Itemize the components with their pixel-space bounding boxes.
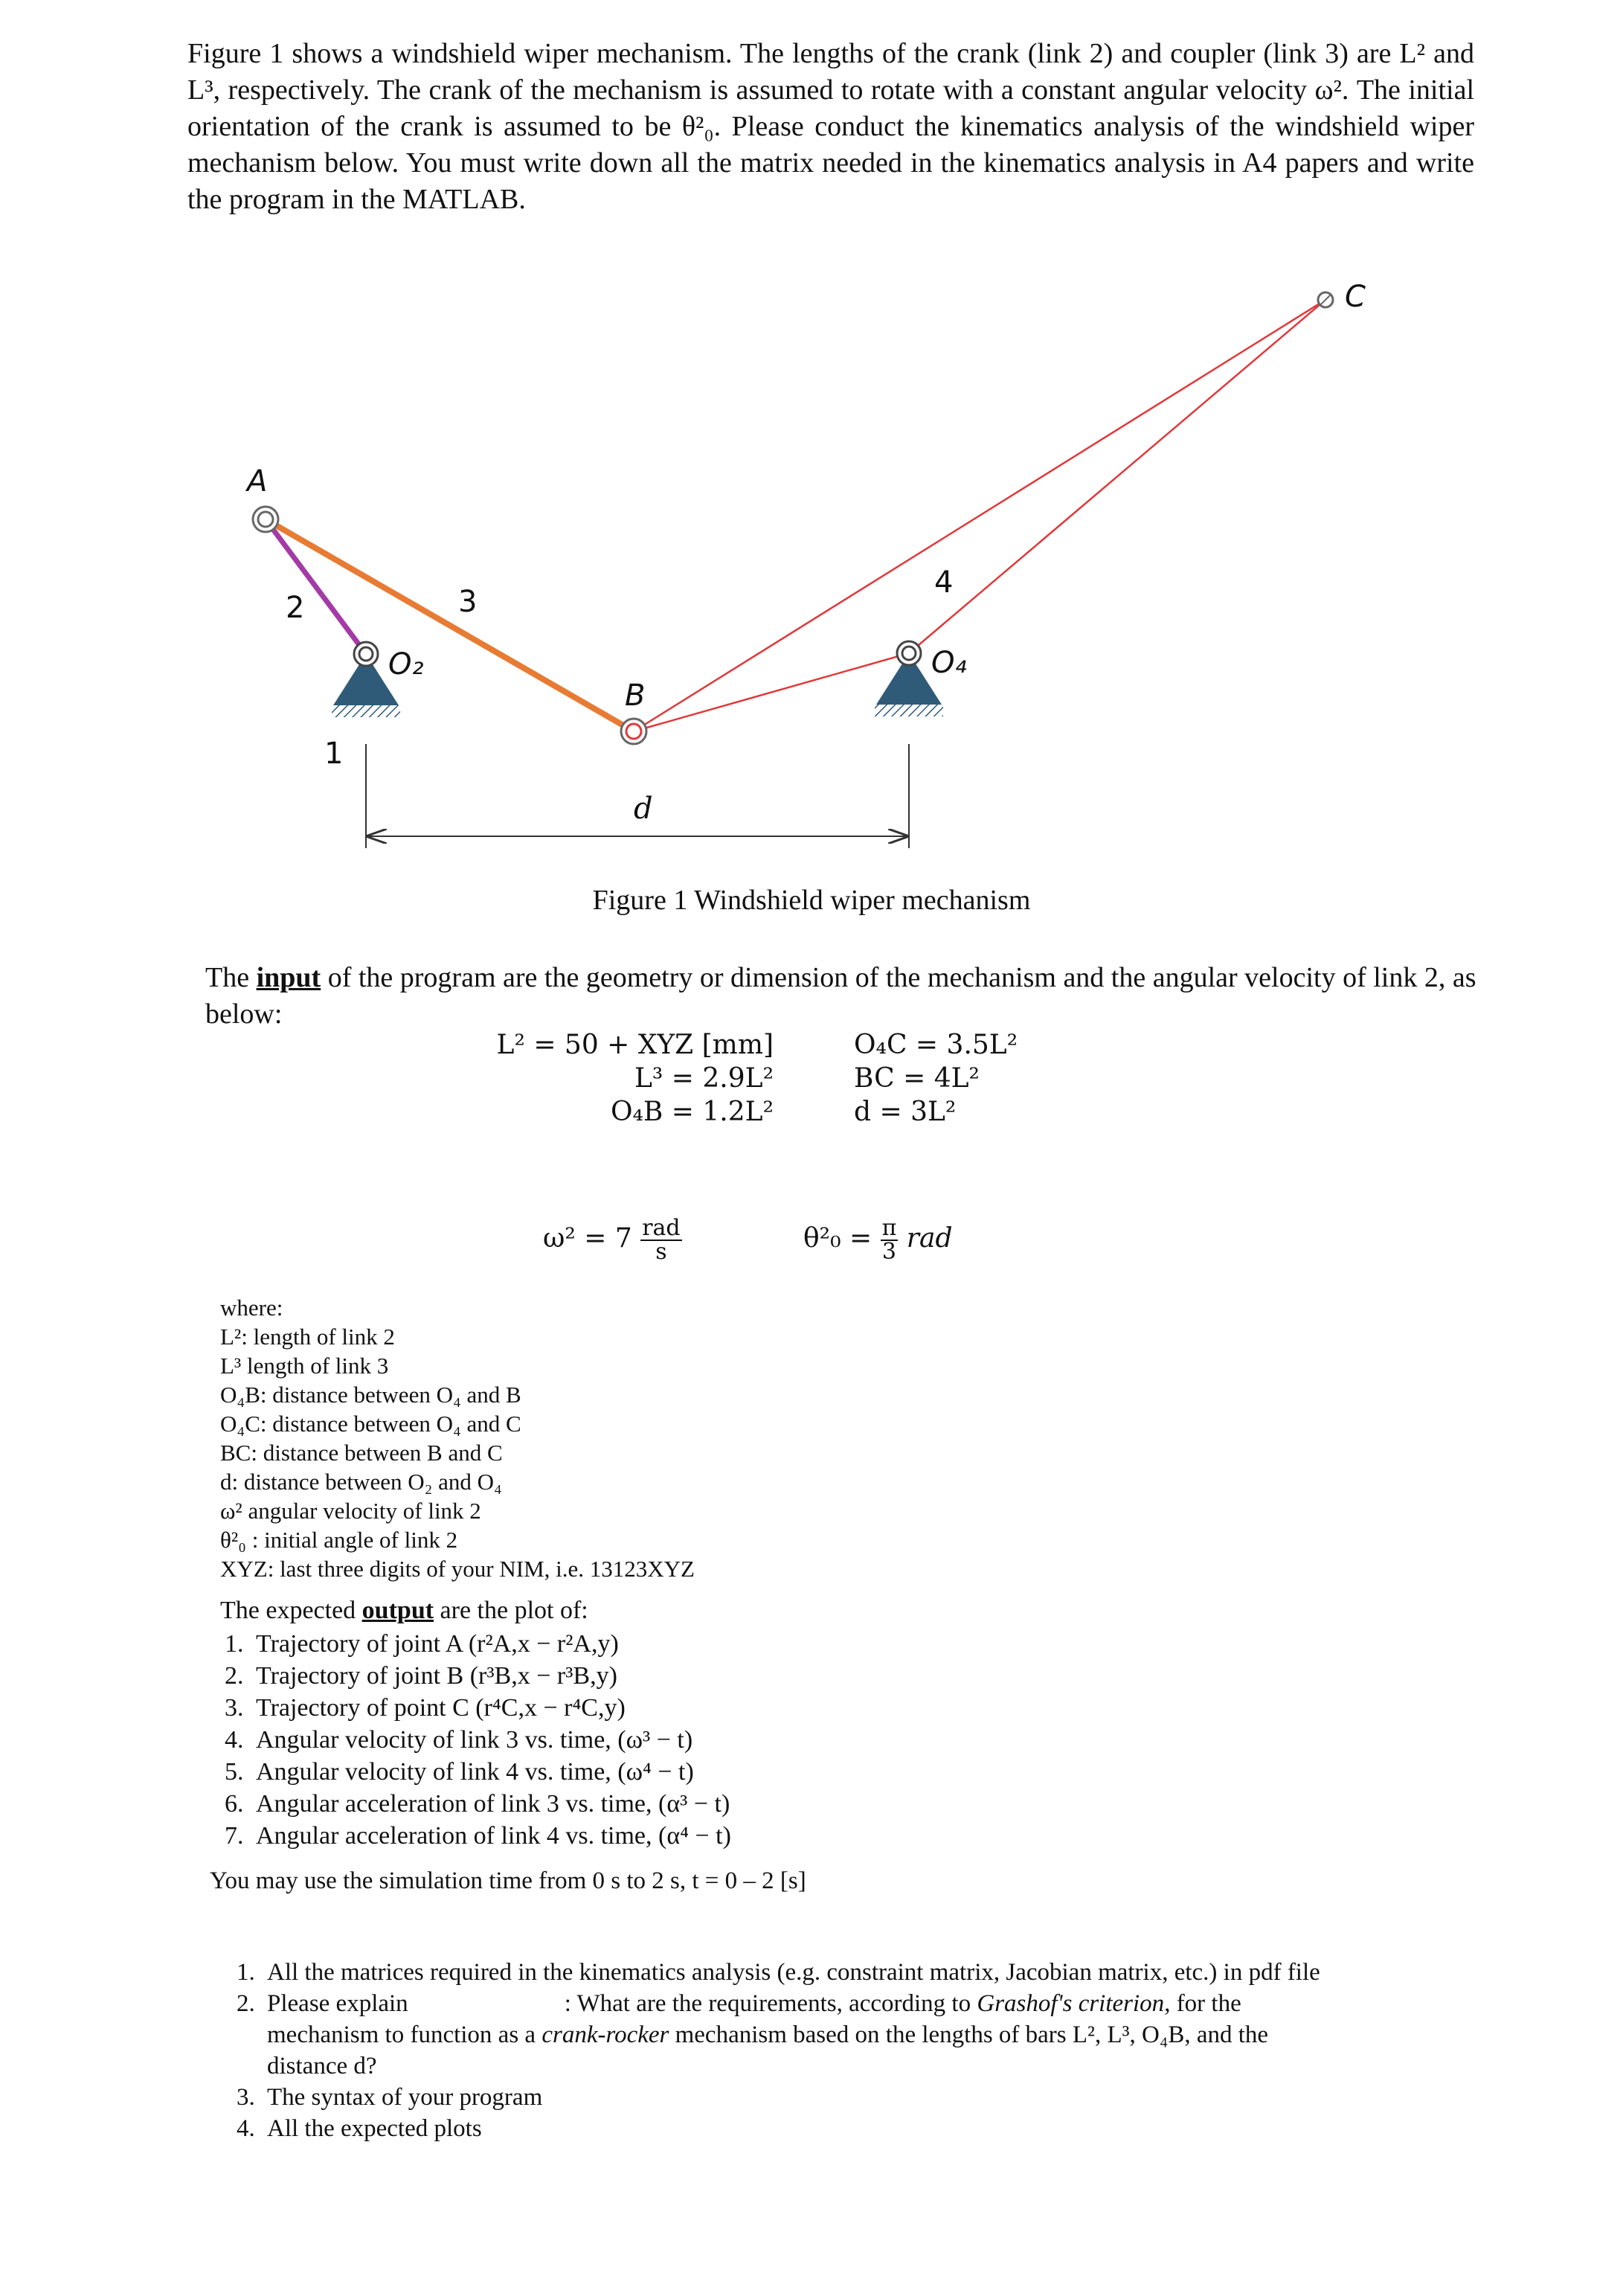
eq-l2: L² = 50 + XYZ [mm] [496,1030,774,1060]
def-item: ω² angular velocity of link 2 [220,1498,481,1524]
output-intro-pre: The expected [220,1597,362,1624]
input-intro-pre: The [205,962,257,993]
output-item: 1. Trajectory of joint A (r²A,x − r²A,y) [250,1628,1262,1660]
theta-den: 3 [881,1239,897,1265]
eq-o4c: O₄C = 3.5L² [854,1030,1018,1060]
eq-bc: BC = 4L² [854,1063,980,1094]
def-item: θ²₀ : initial angle of link 2 [220,1527,458,1553]
input-intro [205,960,1477,1033]
eq-d: d = 3L² [854,1097,957,1127]
eq-l3: L³ = 2.9L² [634,1063,774,1094]
pin-o2 [354,642,378,666]
label-b: B [625,679,646,713]
theta-unit: rad [906,1223,953,1254]
figure-caption: Figure 1 Windshield wiper mechanism [592,885,1031,916]
pin-a [253,507,278,532]
link4-rocker [634,300,1325,731]
def-item: d: distance between O₂ and O₄ [220,1469,502,1495]
def-item: L²: length of link 2 [220,1324,395,1350]
pin-b [621,719,646,744]
output-item: 7. Angular acceleration of link 4 vs. time, (α⁴ − t) [250,1820,1262,1852]
output-list [220,1628,1262,1852]
deliverables-list [220,1957,1325,2144]
link2-crank [266,519,366,654]
eq-omega [543,1217,682,1263]
definitions-title: where: [220,1295,283,1321]
point-c-marker [1318,292,1333,307]
equations-left [446,1028,774,1129]
input-intro-post: of the program are the geometry or dimension of the mechanism and the angular velocity of link 2, as below: [205,962,1476,1030]
label-d: d [634,792,653,826]
output-intro-bold: output [361,1597,434,1624]
deliverable-2-c: Grashof's criterion [977,1990,1165,2017]
theta-num: π [881,1215,897,1241]
label-link2: 2 [286,591,305,625]
label-link4: 4 [934,565,954,600]
def-item: BC: distance between B and C [220,1440,503,1466]
omega-den: s [655,1239,667,1265]
label-o2: O₂ [388,647,424,682]
label-o4: O₄ [931,646,967,680]
definitions [220,1293,1113,1583]
def-item: L³ length of link 3 [220,1353,389,1379]
deliverable-item-1: 1. All the matrices required in the kinematics analysis (e.g. constraint matrix, Jacobian matrix, etc.) in pdf file [261,1957,1325,1988]
output-item: 6. Angular acceleration of link 3 vs. time, (α³ − t) [250,1788,1262,1820]
deliverable-item-3: 3. The syntax of your program [261,2082,1325,2113]
equations-right [854,1028,1122,1129]
windshield-wiper-diagram [0,253,1623,923]
deliverable-item-2 [261,1988,1325,2082]
link3-coupler [266,519,634,731]
output-item: 3. Trajectory of point C (r⁴C,x − r⁴C,y) [250,1692,1262,1724]
omega-num: rad [642,1215,681,1241]
deliverable-2-a: Please explain [267,1990,408,2017]
label-a: A [247,464,268,498]
def-item: O₄C: distance between O₄ and C [220,1411,521,1437]
deliverable-item-4: 4. All the expected plots [261,2113,1325,2144]
output-item: 4. Angular velocity of link 3 vs. time, (ω³ − t) [250,1724,1262,1756]
label-link3: 3 [458,585,478,619]
pin-o4 [897,641,921,665]
output-intro [220,1594,1262,1628]
def-item: O₄B: distance between O₄ and B [220,1382,521,1408]
deliverable-2-e: crank-rocker [541,2021,669,2048]
deliverable-2-b: : What are the requirements, according to [564,1990,977,2017]
def-item: XYZ: last three digits of your NIM, i.e. 13123XYZ [220,1556,695,1582]
simulation-time: You may use the simulation time from 0 s to 2 s, t = 0 – 2 [s] [210,1867,806,1894]
theta-lhs: θ²₀ = [803,1223,872,1254]
label-c: C [1345,280,1366,314]
label-link1: 1 [324,737,344,771]
deliverable-2-f: mechanism based on the lengths of bars L², L³, O₄B, and the distance d? [267,2021,1269,2079]
output-item: 2. Trajectory of joint B (r³B,x − r³B,y) [250,1660,1262,1692]
output-section [220,1594,1262,1852]
eq-theta [803,1217,953,1263]
intro-paragraph: Figure 1 shows a windshield wiper mechanism. The lengths of the crank (link 2) and coupler (link 3) are L² and L³, respectively. The crank of the mechanism is assumed to rotate with a constant angular velocity ω². The initial orientation of the crank is assumed to be θ²₀. Please conduct the kinematics analysis of the windshield wiper mechanism below. You must write down all the matrix needed in the kinematics analysis in A4 papers and write the program in the MATLAB. [187,38,1474,215]
input-intro-bold: input [256,962,321,993]
omega-lhs: ω² = 7 [543,1223,632,1254]
deliverable-2-d: , for the mechanism to function as a [267,1990,1241,2048]
output-intro-post: are the plot of: [434,1597,588,1624]
output-item: 5. Angular velocity of link 4 vs. time, (ω⁴ − t) [250,1756,1262,1788]
eq-o4b: O₄B = 1.2L² [610,1097,774,1127]
